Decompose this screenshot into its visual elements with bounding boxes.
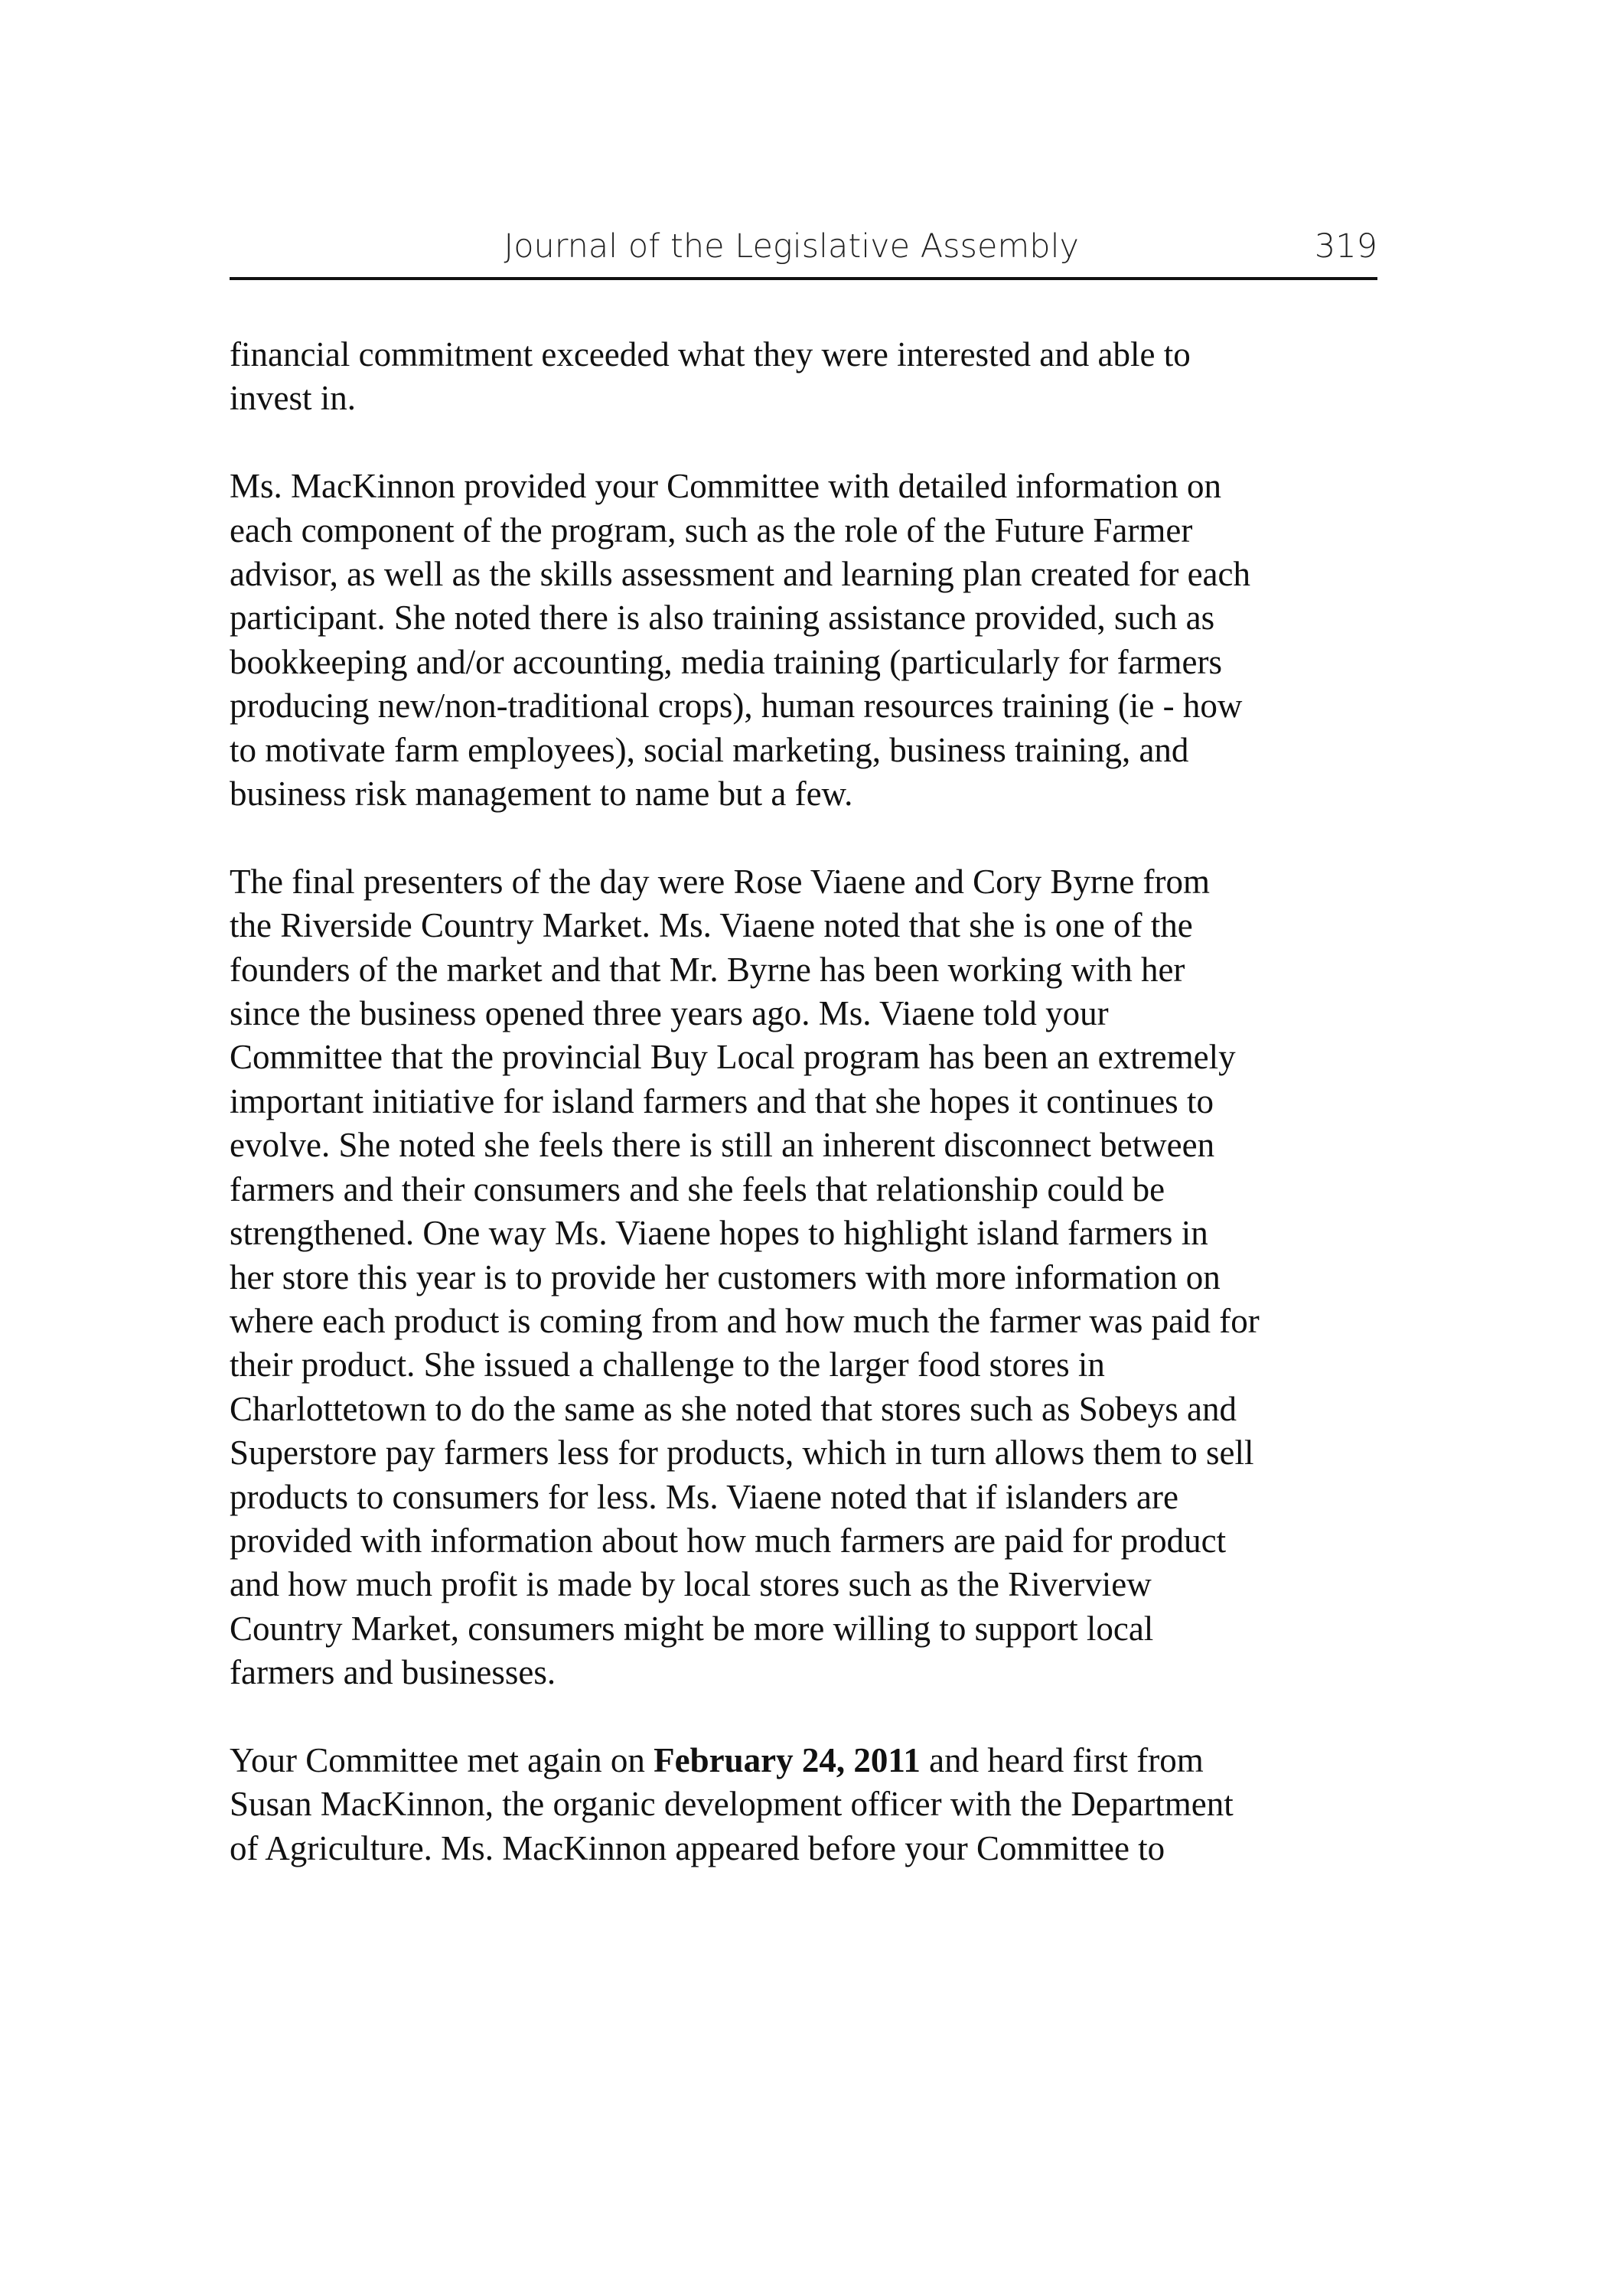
text-segment: Your Committee met again on: [230, 1740, 654, 1779]
paragraph-1: [230, 333, 1385, 421]
text-line: financial commitment exceeded what they were interested and able to: [230, 335, 1191, 373]
text-line: of Agriculture. Ms. MacKinnon appeared before your Committee to: [230, 1828, 1165, 1867]
text-line: Committee that the provincial Buy Local program has been an extremely: [230, 1038, 1236, 1077]
text-line: founders of the market and that Mr. Byrne has been working with her: [230, 950, 1185, 989]
text-line: advisor, as well as the skills assessment and learning plan created for each: [230, 555, 1251, 594]
text-line: invest in.: [230, 379, 356, 418]
text-line: farmers and their consumers and she feels that relationship could be: [230, 1169, 1165, 1208]
text-line: the Riverside Country Market. Ms. Viaene noted that she is one of the: [230, 906, 1193, 945]
text-line: products to consumers for less. Ms. Viaene noted that if islanders are: [230, 1477, 1178, 1516]
text-line: business risk management to name but a few.: [230, 775, 853, 814]
text-line: Country Market, consumers might be more willing to support local: [230, 1609, 1154, 1648]
text-line: her store this year is to provide her customers with more information on: [230, 1257, 1221, 1296]
text-line: since the business opened three years ago. Ms. Viaene told your: [230, 994, 1109, 1033]
text-line: their product. She issued a challenge to the larger food stores in: [230, 1345, 1105, 1384]
text-line: bookkeeping and/or accounting, media training (particularly for farmers: [230, 642, 1223, 681]
text-line: strengthened. One way Ms. Viaene hopes to highlight island farmers in: [230, 1214, 1208, 1253]
meeting-date: February 24, 2011: [654, 1740, 921, 1779]
text-line: Superstore pay farmers less for products, which in turn allows them to sell: [230, 1433, 1254, 1473]
text-line: to motivate farm employees), social marketing, business training, and: [230, 730, 1189, 769]
text-line: provided with information about how much farmers are paid for product: [230, 1521, 1227, 1560]
body-text: [230, 333, 1385, 1915]
text-line: Susan MacKinnon, the organic development officer with the Department: [230, 1785, 1234, 1824]
text-line: Ms. MacKinnon provided your Committee with detailed information on: [230, 467, 1222, 506]
running-header: [230, 223, 1377, 280]
text-line: producing new/non-traditional crops), human resources training (ie - how: [230, 687, 1243, 726]
text-line: [230, 1739, 1385, 1782]
page-number: 319: [1314, 227, 1377, 266]
text-line: Charlottetown to do the same as she noted that stores such as Sobeys and: [230, 1389, 1237, 1428]
paragraph-2: [230, 465, 1385, 816]
text-line: and how much profit is made by local stores such as the Riverview: [230, 1565, 1152, 1604]
text-line: evolve. She noted she feels there is still an inherent disconnect between: [230, 1126, 1215, 1165]
text-segment: and heard first from: [920, 1740, 1204, 1779]
text-line: The final presenters of the day were Rose Viaene and Cory Byrne from: [230, 862, 1211, 901]
text-line: each component of the program, such as the role of the Future Farmer: [230, 510, 1193, 550]
journal-title: Journal of the Legislative Assembly: [504, 227, 1079, 266]
text-line: farmers and businesses.: [230, 1653, 556, 1692]
paragraph-3: [230, 860, 1385, 1695]
text-line: where each product is coming from and how much the farmer was paid for: [230, 1301, 1260, 1340]
paragraph-4: [230, 1739, 1385, 1870]
text-line: important initiative for island farmers and that she hopes it continues to: [230, 1081, 1214, 1120]
text-line: participant. She noted there is also training assistance provided, such as: [230, 598, 1215, 638]
